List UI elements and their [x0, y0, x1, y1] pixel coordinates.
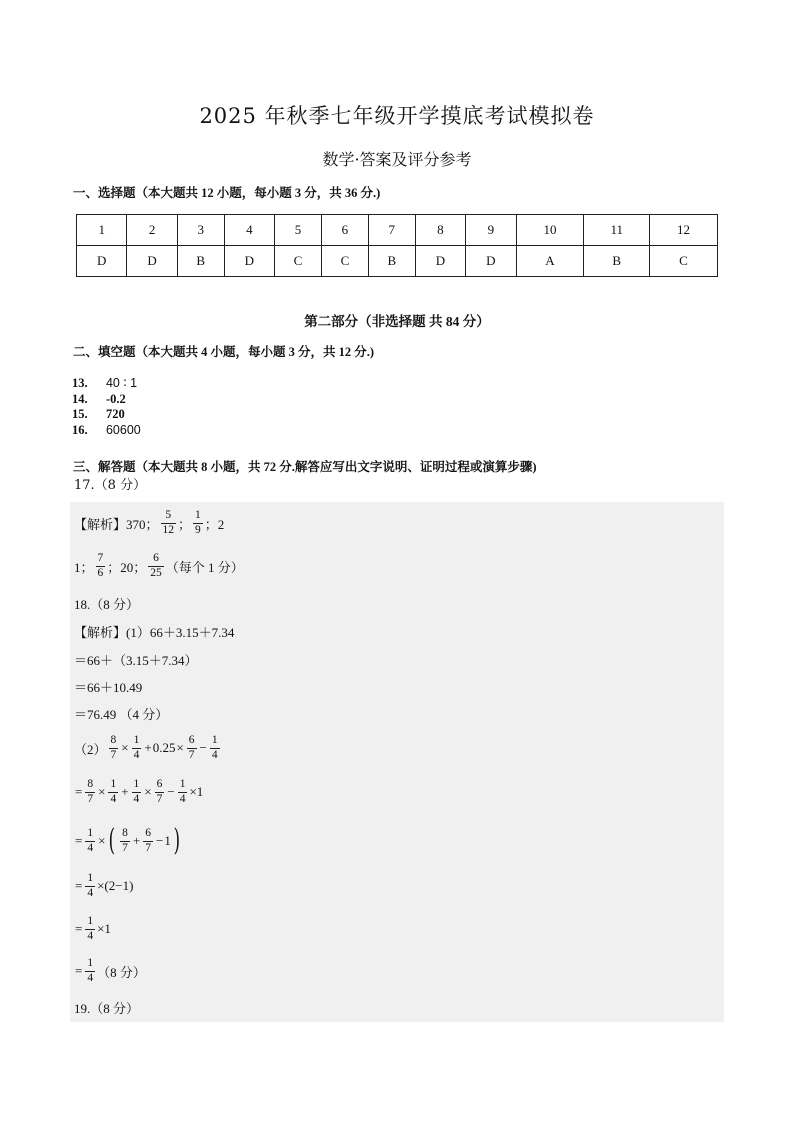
q18-p1-line2: ＝66＋（3.15＋7.34） [74, 653, 198, 668]
q18-p1-line4: ＝76.49 （4 分） [74, 707, 169, 722]
score-note: （8 分） [97, 964, 146, 980]
expr-tail: ×1 [97, 921, 111, 936]
plus-sign: + [144, 740, 152, 755]
fraction [85, 915, 95, 942]
question-number-cell: 10 [516, 215, 584, 246]
fraction [161, 509, 177, 536]
fraction [85, 827, 95, 854]
question-number-cell: 9 [466, 215, 516, 246]
fraction-numerator: 1 [179, 778, 186, 791]
q18-p2-line2 [74, 774, 203, 810]
fraction-denominator: 4 [133, 748, 140, 761]
fraction-denominator: 4 [87, 929, 94, 942]
q17-line1-suffix: ；2 [204, 516, 225, 532]
fraction-numerator: 6 [156, 778, 163, 791]
answer-cell: D [466, 246, 516, 277]
minus-sign: − [167, 784, 175, 799]
question-number-cell: 7 [368, 215, 415, 246]
question-number-cell: 6 [321, 215, 368, 246]
fraction-denominator: 4 [110, 792, 117, 805]
fraction [96, 552, 106, 579]
times-sign: × [98, 833, 106, 848]
plus-sign: + [132, 833, 141, 848]
fraction [132, 734, 142, 761]
fraction-denominator: 7 [87, 792, 94, 805]
answer-cell: B [368, 246, 415, 277]
list-item [72, 375, 141, 391]
fraction [85, 778, 95, 805]
fraction-numerator: 7 [97, 552, 104, 565]
fraction-denominator: 4 [179, 792, 186, 805]
fraction-numerator: 5 [165, 509, 172, 522]
fraction-denominator: 6 [97, 566, 104, 579]
expr-tail: ×1 [189, 784, 204, 799]
question-number-cell: 8 [415, 215, 465, 246]
fraction-denominator: 4 [133, 792, 140, 805]
question-number-cell: 3 [177, 215, 224, 246]
q18-p2-line3 [74, 820, 183, 862]
q19-label: 19.（8 分） [74, 1001, 140, 1016]
item-number: 15. [72, 407, 88, 421]
answer-cell: D [224, 246, 274, 277]
fraction-numerator: 1 [87, 957, 94, 970]
q17-line2-suffix: （每个 1 分） [165, 559, 244, 575]
choice-answer-table [76, 214, 718, 277]
left-paren: ( [109, 823, 116, 858]
fraction [109, 734, 119, 761]
answer-cell: D [127, 246, 177, 277]
q17-line1-prefix: 【解析】370； [74, 516, 159, 532]
q17-line2-prefix: 1； [74, 559, 94, 575]
equals-sign: = [75, 878, 83, 893]
fraction [210, 734, 220, 761]
times-sign: × [121, 740, 129, 755]
fraction-numerator: 8 [122, 827, 128, 840]
answer-cell: A [516, 246, 584, 277]
fraction [85, 872, 95, 899]
equals-sign: = [75, 921, 83, 936]
item-number: 16. [72, 422, 88, 437]
fraction-numerator: 1 [110, 778, 117, 791]
q17-line2-mid: ；20； [107, 559, 147, 575]
item-number: 13. [72, 376, 88, 390]
fraction-numerator: 1 [133, 778, 140, 791]
q17-line1 [74, 506, 224, 540]
fraction [178, 778, 188, 805]
fraction-numerator: 1 [211, 734, 218, 747]
fraction-denominator: 9 [195, 523, 201, 536]
question-number-cell: 11 [584, 215, 650, 246]
minus-sign: − [199, 740, 207, 755]
answer-cell: D [77, 246, 127, 277]
table-row-answers [77, 246, 718, 277]
fraction [193, 509, 203, 536]
q18-p1-line1: 【解析】(1）66＋3.15＋7.34 [74, 625, 235, 640]
section2-heading: 二、填空题（本大题共 4 小题，每小题 3 分，共 12 分.) [73, 345, 375, 359]
fraction-denominator: 7 [188, 748, 195, 761]
answer-cell: C [275, 246, 322, 277]
fraction-denominator: 4 [87, 841, 94, 854]
separator: ； [178, 516, 192, 532]
fraction-numerator: 6 [145, 827, 151, 840]
q18-label: 18.（8 分） [74, 597, 140, 612]
answer-cell: C [321, 246, 368, 277]
list-item [72, 422, 141, 438]
list-item [72, 391, 141, 407]
section3-heading: 三、解答题（本大题共 8 小题，共 72 分.解答应写出文字说明、证明过程或演算步骤) [73, 460, 537, 474]
fraction-denominator: 7 [156, 792, 163, 805]
section1-heading: 一、选择题（本大题共 12 小题，每小题 3 分，共 36 分.) [73, 186, 381, 200]
q17-line2 [74, 549, 244, 583]
equals-sign: = [75, 833, 83, 848]
table-row-numbers [77, 215, 718, 246]
item-answer: 40 ∶ 1 [105, 376, 138, 390]
fraction-numerator: 8 [110, 734, 117, 747]
constant: 0.25 [152, 740, 176, 755]
fraction [187, 734, 197, 761]
times-sign: × [176, 740, 184, 755]
equals-sign: = [75, 784, 83, 799]
item-answer: 60600 [105, 422, 141, 437]
fraction-numerator: 1 [87, 915, 94, 928]
fraction-numerator: 1 [87, 872, 94, 885]
item-answer: -0.2 [105, 391, 126, 406]
question-number-cell: 4 [224, 215, 274, 246]
fraction-numerator: 1 [87, 827, 94, 840]
fraction-denominator: 7 [145, 841, 151, 854]
fraction-denominator: 12 [162, 523, 175, 536]
q18-p2-line4 [74, 868, 133, 904]
fraction-denominator: 4 [87, 971, 94, 984]
equals-sign: = [75, 963, 83, 978]
q18-p2-line1 [74, 730, 222, 766]
plus-sign: + [121, 784, 129, 799]
item-answer: 720 [105, 407, 125, 421]
fraction [143, 827, 153, 854]
fraction-denominator: 4 [87, 886, 94, 899]
fraction-denominator: 7 [122, 841, 128, 854]
constant: 1 [164, 833, 171, 848]
fraction [120, 827, 130, 854]
list-item [72, 406, 141, 422]
question-number-cell: 1 [77, 215, 127, 246]
right-paren: ) [173, 823, 180, 858]
fraction [148, 552, 164, 579]
minus-sign: − [156, 833, 164, 848]
fraction-denominator: 25 [150, 566, 162, 579]
fraction [132, 778, 142, 805]
fraction-numerator: 8 [87, 778, 94, 791]
fraction-numerator: 6 [153, 552, 159, 565]
part2-heading: 第二部分（非选择题 共 84 分） [304, 314, 490, 329]
fraction-denominator: 7 [110, 748, 117, 761]
answer-cell: B [584, 246, 650, 277]
fraction-denominator: 4 [211, 748, 218, 761]
item-number: 14. [72, 391, 88, 406]
answer-cell: D [415, 246, 465, 277]
q18-p1-line3: ＝66＋10.49 [74, 680, 143, 695]
part-label: （2） [74, 741, 107, 757]
q17-label: 17.（8 分） [74, 478, 147, 493]
fraction [155, 778, 165, 805]
q18-p2-line6 [74, 953, 146, 989]
question-number-cell: 5 [275, 215, 322, 246]
fraction [85, 957, 95, 984]
answer-cell: C [650, 246, 718, 277]
question-number-cell: 2 [127, 215, 177, 246]
expr-tail: ×(2−1) [97, 878, 134, 893]
answer-cell: B [177, 246, 224, 277]
fraction [108, 778, 118, 805]
page-title: 2025 年秋季七年级开学摸底考试模拟卷 [199, 104, 595, 128]
question-number-cell: 12 [650, 215, 718, 246]
times-sign: × [144, 784, 152, 799]
fraction-numerator: 1 [133, 734, 140, 747]
times-sign: × [98, 784, 106, 799]
fraction-numerator: 6 [188, 734, 195, 747]
fill-blank-answers [72, 375, 141, 437]
page-subtitle: 数学·答案及评分参考 [322, 150, 472, 169]
q18-p2-line5 [74, 911, 111, 947]
fraction-numerator: 1 [195, 509, 201, 522]
